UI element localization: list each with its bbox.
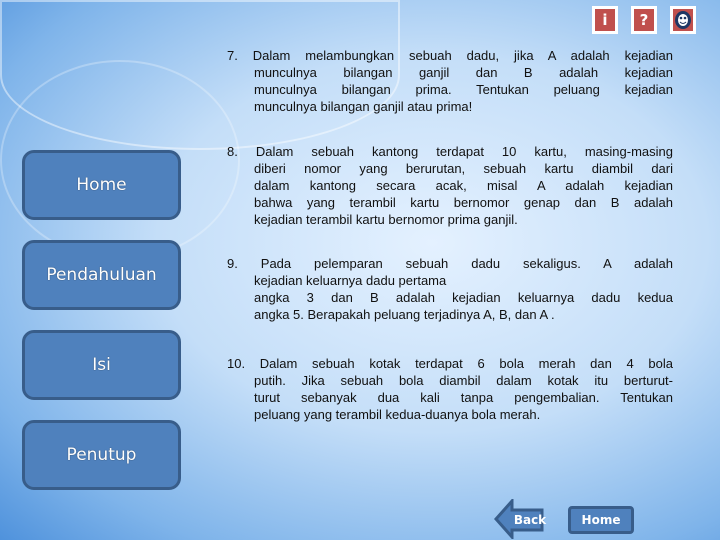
face-button[interactable] xyxy=(670,6,696,34)
question-line: munculnya bilangan ganjil atau prima! xyxy=(254,99,473,114)
question-line: turut sebanyak dua kali tanpa pengembalian. Tentukan xyxy=(254,390,673,405)
info-button[interactable] xyxy=(592,6,618,34)
home-label: Home xyxy=(581,513,621,527)
question-line: putih. Jika sebuah bola diambil dalam kotak itu berturut- xyxy=(254,373,673,388)
info-icon: i xyxy=(602,11,608,29)
question-line: 10. Dalam sebuah kotak terdapat 6 bola merah dan 4 bola xyxy=(227,356,673,371)
question-line: munculnya bilangan ganjil dan B adalah kejadian xyxy=(254,65,673,80)
question-7 xyxy=(227,47,673,115)
question-line: dalam kantong secara acak, misal A adalah kejadian xyxy=(254,178,673,193)
question-icon: ? xyxy=(639,11,649,29)
back-button[interactable] xyxy=(512,510,548,530)
help-button[interactable] xyxy=(631,6,657,34)
question-line: angka 5. Berapakah peluang terjadinya A, B, dan A . xyxy=(254,307,555,322)
nav-isi-button[interactable] xyxy=(22,330,181,400)
nav-home-button[interactable] xyxy=(22,150,181,220)
nav-pendahuluan-button[interactable] xyxy=(22,240,181,310)
nav-label: Home xyxy=(76,175,127,195)
question-line: bahwa yang terambil kartu bernomor genap dan B adalah xyxy=(254,195,673,210)
nav-penutup-button[interactable] xyxy=(22,420,181,490)
question-10 xyxy=(227,355,673,423)
question-line: 8. Dalam sebuah kantong terdapat 10 kartu, masing-masing xyxy=(227,144,673,159)
nav-label: Isi xyxy=(92,355,111,375)
question-line: munculnya bilangan prima. Tentukan peluang kejadian xyxy=(254,82,673,97)
nav-label: Penutup xyxy=(66,445,137,465)
nav-label: Pendahuluan xyxy=(46,265,157,285)
back-label: Back xyxy=(513,513,547,527)
smiley-icon xyxy=(674,10,692,30)
question-9 xyxy=(227,255,673,323)
question-line: peluang yang terambil kedua-duanya bola merah. xyxy=(254,407,541,422)
question-line: kejadian keluarnya dadu pertama xyxy=(254,273,447,288)
question-line: 7. Dalam melambungkan sebuah dadu, jika A adalah kejadian xyxy=(227,48,673,63)
question-line: diberi nomor yang berurutan, sebuah kartu diambil dari xyxy=(254,161,673,176)
question-8 xyxy=(227,143,673,228)
question-line: 9. Pada pelemparan sebuah dadu sekaligus. A adalah xyxy=(227,256,673,271)
question-line: angka 3 dan B adalah kejadian keluarnya dadu kedua xyxy=(254,290,673,305)
home-button[interactable] xyxy=(568,506,634,534)
question-line: kejadian terambil kartu bernomor prima ganjil. xyxy=(254,212,518,227)
